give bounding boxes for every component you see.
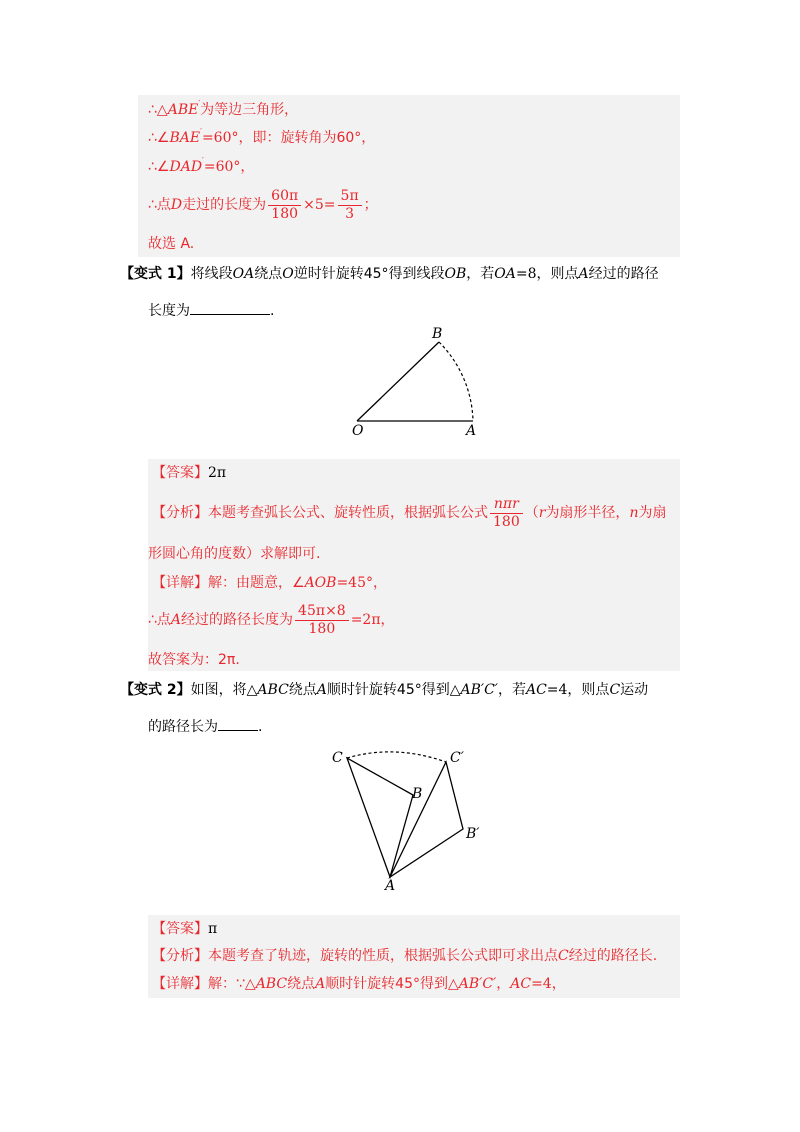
- answer-2-line: 【答案】π: [152, 921, 218, 937]
- question-2-tag: 【变式 2】: [120, 682, 191, 698]
- point-label-a: A: [385, 878, 396, 894]
- point-label-b: B: [432, 326, 443, 342]
- figure-rotated-triangles: [320, 740, 500, 890]
- detail-tag: 【详解】: [152, 976, 208, 992]
- point-label-c-prime: C′: [450, 750, 464, 766]
- answer-1-line: 【答案】2π: [152, 465, 227, 481]
- point-label-c: C: [332, 750, 343, 766]
- detail-tag: 【详解】: [152, 575, 208, 591]
- point-label-b-prime: B′: [466, 826, 480, 842]
- triangle-ab2c2: [390, 762, 463, 877]
- fraction-5pi-3: $\frac{5\pi}{3}$: [338, 188, 362, 223]
- answer-tag: 【答案】: [152, 921, 208, 937]
- solution-line-1: ∴△ABE′为等边三角形，: [148, 99, 299, 118]
- analysis-2-line: 【分析】本题考查了轨迹，旋转的性质，根据弧长公式即可求出点C经过的路径长.: [152, 948, 658, 964]
- solution-line-3: ∴∠DAD′=60°，: [148, 156, 255, 175]
- solution-line-2: ∴∠BAE′=60°，即：旋转角为60°，: [148, 127, 376, 146]
- fraction-arc-length: $\frac{\text{nπr}}{180}$: [490, 496, 523, 531]
- answer-tag: 【答案】: [152, 465, 208, 481]
- question-1-line-1: 【变式 1】将线段OA绕点O逆时针旋转45°得到线段OB，若OA=8，则点A经过的路径: [120, 266, 659, 282]
- question-2-line-1: 【变式 2】如图，将△ABC绕点A顺时针旋转45°得到△AB′C′，若AC=4，则点C运动: [120, 682, 649, 698]
- point-label-b: B: [412, 786, 423, 802]
- analysis-1-line-1: 【分析】本题考查弧长公式、旋转性质，根据弧长公式 $\frac{\text{nπr}}{180}$ （r为扇形半径，n为扇: [152, 495, 667, 530]
- solution-line-4: ∴点D走过的长度为 $\frac{60\pi}{180}$ ×5= $\frac{5\pi}{3}$ ；: [148, 187, 378, 222]
- answer-blank: [218, 716, 258, 731]
- question-2-line-2: 的路径长为 .: [148, 716, 262, 737]
- detail-1-final: 故答案为：2π.: [148, 652, 240, 668]
- detail-1-line-2: ∴点A经过的路径长度为 $\frac{45\pi\times 8}{180}$ =2π，: [148, 602, 395, 637]
- analysis-tag: 【分析】: [152, 505, 208, 521]
- detail-2-line: 【详解】解：∵△ABC绕点A顺时针旋转45°得到△AB′C′，AC=4，: [152, 976, 566, 992]
- point-label-a: A: [466, 423, 477, 439]
- fraction-45pi-8-180: $\frac{45\pi\times 8}{180}$: [295, 603, 349, 638]
- fraction-60pi-180: $\frac{60\pi}{180}$: [268, 188, 301, 223]
- analysis-tag: 【分析】: [152, 948, 208, 964]
- arc-cc: [347, 752, 446, 762]
- answer-blank: [190, 300, 270, 315]
- point-label-o: O: [352, 423, 364, 439]
- detail-1-line-1: 【详解】解：由题意，∠AOB=45°，: [152, 575, 387, 591]
- analysis-1-line-2: 形圆心角的度数）求解即可.: [148, 546, 321, 562]
- segment-ob: [357, 342, 439, 421]
- question-1-tag: 【变式 1】: [120, 266, 191, 282]
- question-1-line-2: 长度为 .: [148, 300, 274, 321]
- arc-ab: [439, 342, 473, 421]
- answer-box-1: [148, 459, 680, 671]
- solution-line-5: 故选 A.: [148, 236, 195, 252]
- triangle-abc: [347, 758, 413, 877]
